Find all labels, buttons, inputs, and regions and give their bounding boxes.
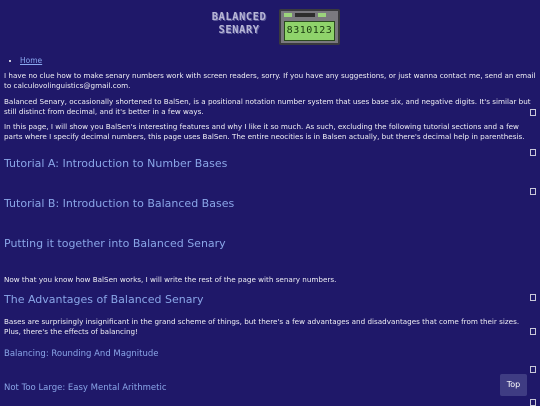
home-link[interactable]: Home (20, 56, 43, 65)
back-to-top-button[interactable]: Top (500, 374, 527, 396)
heading-rounding[interactable]: Balancing: Rounding And Magnitude (4, 349, 159, 359)
site-logo (207, 9, 335, 45)
contact-paragraph: I have no clue how to make senary numbers work with screen readers, sorry. If you have any suggestions, or just wanna contact me, send an email to calculovolinguistics@gmail.com. (4, 71, 536, 90)
now-paragraph: Now that you know how BalSen works, I will write the rest of the page with senary numbers. (4, 275, 337, 284)
expand-icon[interactable] (530, 188, 536, 195)
calculator-screen: 8310123 (284, 21, 335, 41)
calculator-lights (284, 13, 336, 19)
intro-paragraph: Balanced Senary, occasionally shortened to BalSen, is a positional notation number system that uses base six, and negative digits. It's similar but still distinct from decimal, and it's better in a few ways. (4, 97, 531, 116)
calculator-icon (279, 9, 340, 45)
expand-icon[interactable] (530, 109, 536, 116)
expand-icon[interactable] (530, 149, 536, 156)
heading-tutorial-a[interactable]: Tutorial A: Introduction to Number Bases (4, 157, 228, 170)
logo-wordmark (207, 11, 271, 37)
heading-putting-together[interactable]: Putting it together into Balanced Senary (4, 237, 226, 250)
bases-paragraph: Bases are surprisingly insignificant in the grand scheme of things, but there's a few advantages and disadvantages that come from their sizes. Plus, there's the effects of balancing! (4, 317, 520, 336)
expand-icon[interactable] (530, 328, 536, 335)
expand-icon[interactable] (530, 366, 536, 373)
expand-icon[interactable] (530, 294, 536, 301)
heading-advantages: The Advantages of Balanced Senary (4, 293, 204, 306)
nav-list (8, 56, 42, 65)
site-header (0, 0, 540, 50)
nav-item-home (20, 56, 42, 65)
heading-tutorial-b[interactable]: Tutorial B: Introduction to Balanced Bases (4, 197, 235, 210)
plan-paragraph: In this page, I will show you BalSen's interesting features and why I like it so much. As such, excluding the following tutorial sections and a few parts where I specify decimal numbers, this page uses BalSen. The entire neocities is in Balsen actually, but there's decimal help in parenthesis. (4, 122, 525, 141)
logo-line-2: SENARY (218, 24, 260, 36)
heading-mental-arithmetic[interactable]: Not Too Large: Easy Mental Arithmetic (4, 383, 167, 393)
logo-line-1: BALANCED (211, 11, 267, 23)
